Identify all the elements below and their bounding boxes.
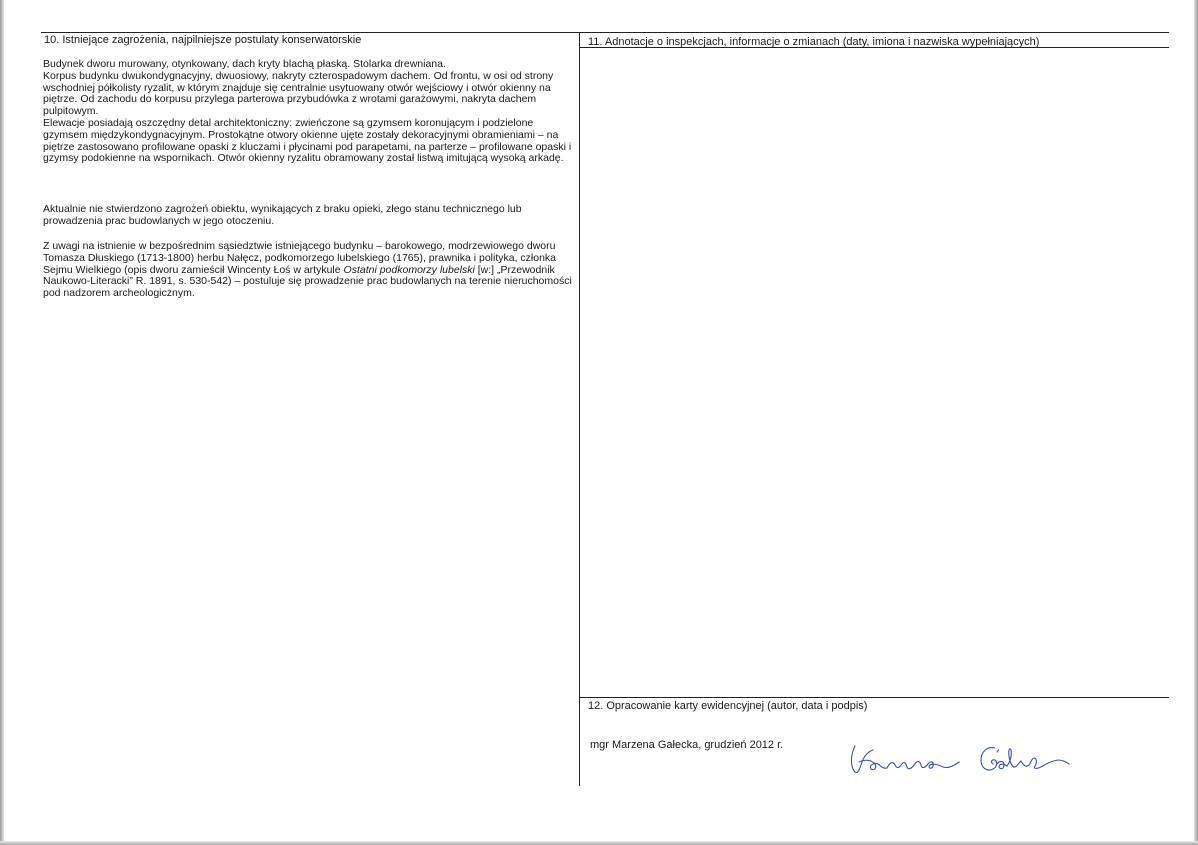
description-paragraph: Elewacje posiadają oszczędny detal architektoniczny: zwieńczone są gzymsem koronującym i podzielone gzymsem międzykondygnacyjnym. Prostokątne otwory okienne ujęte zostały dekoracyjnymi obramieniami – na piętrze zastosowano profilowane opaski z kluczami i płycinami pod parapetami, na parterze – profilowane opaski i gzymsy podokienne na wspornikach. Otwór okienny ryzalitu obramowany został listwą imitującą wysoką arkadę. [43, 116, 572, 165]
postulate-paragraph [43, 241, 575, 300]
section-12-heading: 12. Opracowanie karty ewidencyjnej (autor, data i podpis) [588, 700, 868, 712]
section-12-top-line [580, 697, 1169, 698]
section-10-heading: 10. Istniejące zagrożenia, najpilniejsze postulaty konserwatorskie [44, 34, 362, 46]
postulate-text-part1: Z uwagi na istnienie w bezpośrednim sąsiedztwie istniejącego budynku – barokowego, modrzewiowego dworu Tomasza Dłuskiego (1713-1800) herbu Nałęcz, podkomorzego lubelskiego (1765), prawnika i polityka, członka Sejmu Wielkiego (opis dworu zamieścił Wincenty Łoś w artykule [43, 240, 557, 276]
scan-edge-left [0, 0, 4, 845]
author-date-line: mgr Marzena Gałecka, grudzień 2012 r. [590, 739, 784, 751]
postulate-text-part2: [w:] „Przewodnik Naukowo-Literacki” R. 1891, s. 530-542) – postuluje się prowadzenie prac budowlanych na terenie nieruchomości pod nadzorem archeologicznym. [43, 263, 572, 300]
section-11-heading: 11. Adnotacje o inspekcjach, informacje o zmianach (daty, imiona i nazwiska wypełniających) [588, 36, 1040, 48]
column-divider [579, 32, 580, 786]
cited-article-title: Ostatni podkomorzy lubelski [343, 263, 475, 276]
section-10-description [43, 59, 575, 165]
description-paragraph: Budynek dworu murowany, otynkowany, dach kryty blachą płaską. Stolarka drewniana. [43, 58, 446, 70]
threats-paragraph: Aktualnie nie stwierdzono zagrożeń obiektu, wynikających z braku opieki, złego stanu technicznego lub prowadzenia prac budowlanych w jego otoczeniu. [43, 203, 522, 227]
scan-edge-right [1194, 0, 1198, 845]
scan-edge-bottom [0, 841, 1198, 845]
handwritten-signature [845, 738, 1075, 780]
top-border-line [41, 32, 1169, 33]
description-paragraph: Korpus budynku dwukondygnacyjny, dwuosiowy, nakryty czterospadowym dachem. Od frontu, w osi od strony wschodniej półkolisty ryzalit, w którym znajduje się centralnie usytuowany otwór wejściowy i otwór okienny na piętrze. Od zachodu do korpusu przylega parterowa przybudówka z wrotami garażowymi, nakryta dachem pulpitowym. [43, 69, 554, 118]
